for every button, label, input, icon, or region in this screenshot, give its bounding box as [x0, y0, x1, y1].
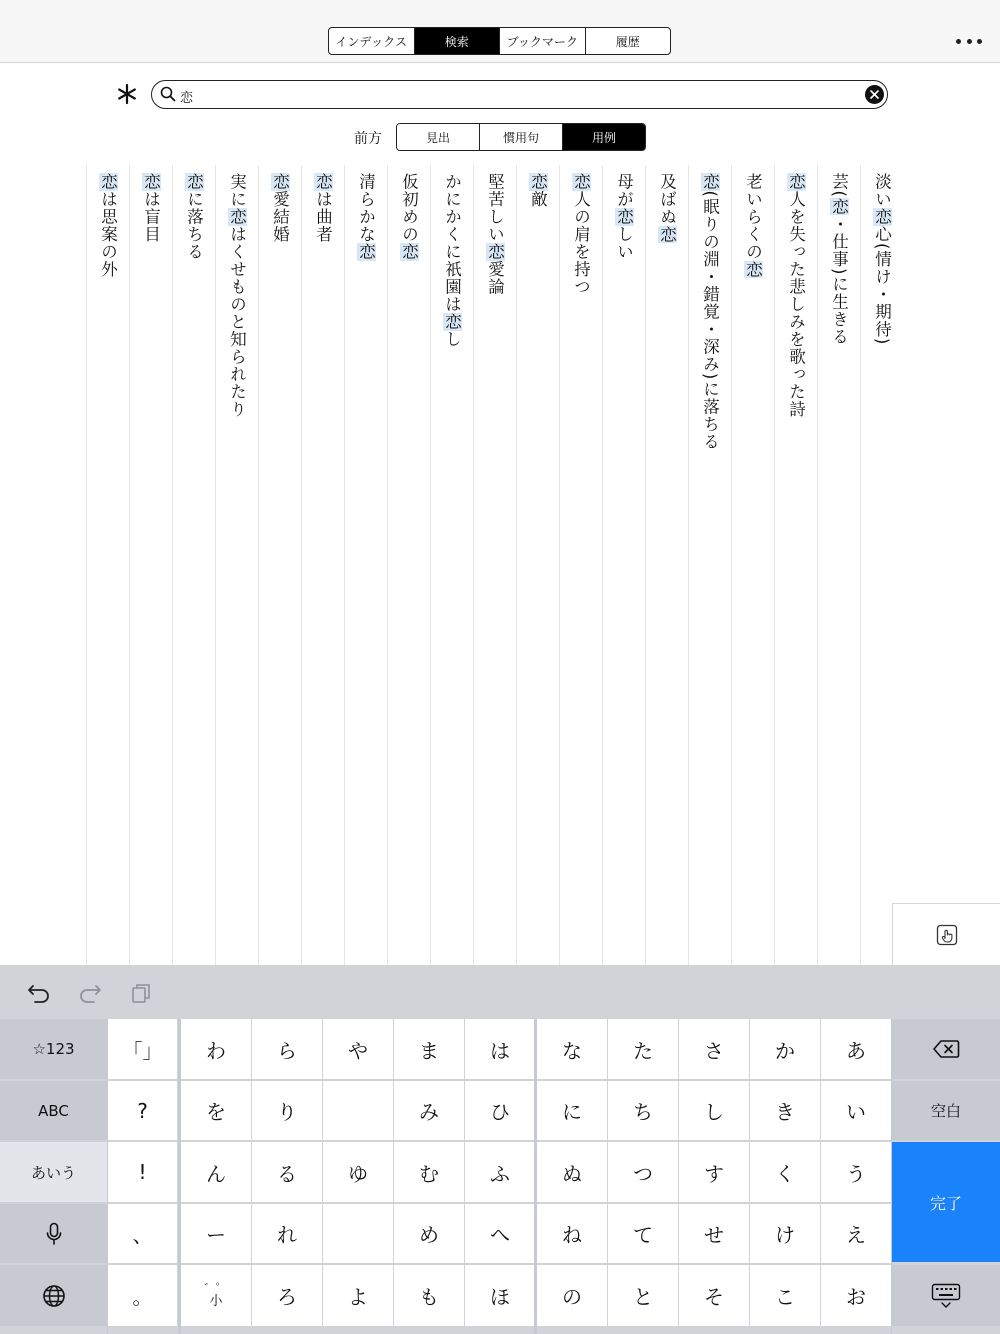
- kana-key[interactable]: る: [252, 1142, 322, 1202]
- kana-key[interactable]: な: [537, 1019, 607, 1079]
- kana-key[interactable]: ん: [181, 1142, 251, 1202]
- result-item[interactable]: [387, 165, 430, 965]
- result-text: [830, 173, 847, 345]
- result-text-segment: は盲目: [141, 190, 161, 243]
- kana-key[interactable]: の: [537, 1265, 607, 1326]
- highlighted-term: 恋: [614, 208, 634, 226]
- search-query[interactable]: 恋: [180, 91, 194, 106]
- kana-key[interactable]: あいう: [0, 1142, 107, 1202]
- kana-key[interactable]: せ: [679, 1204, 749, 1263]
- kana-key[interactable]: ね: [537, 1204, 607, 1263]
- redo-icon[interactable]: [78, 982, 102, 1004]
- highlighted-term: 恋: [98, 173, 118, 191]
- highlighted-term: 恋: [829, 197, 849, 216]
- result-item[interactable]: [516, 165, 559, 965]
- result-text-segment: 愛論: [485, 260, 505, 296]
- kana-key[interactable]: ひ: [465, 1081, 535, 1140]
- result-text-segment: 堅苦しい: [485, 173, 505, 243]
- kana-key[interactable]: ち: [608, 1081, 678, 1140]
- result-text-segment: し: [442, 330, 462, 348]
- result-text-segment: 及ばぬ: [657, 173, 677, 226]
- result-text-segment: に落ちる: [184, 190, 204, 261]
- result-text-segment: 人を失った悲しみを歌った詩: [786, 190, 806, 418]
- result-text-segment: しい: [614, 225, 634, 261]
- result-text: [99, 173, 116, 278]
- highlighted-term: 恋: [313, 173, 333, 191]
- kana-key[interactable]: つ: [608, 1142, 678, 1202]
- tab-index[interactable]: インデックス: [329, 28, 415, 54]
- kana-key[interactable]: も: [394, 1265, 464, 1326]
- mic-icon: [46, 1222, 62, 1246]
- kana-key[interactable]: に: [537, 1081, 607, 1140]
- empty-key: [323, 1081, 393, 1140]
- highlighted-term: 恋: [743, 260, 763, 278]
- key-divider: [178, 1019, 181, 1334]
- highlighted-term: 恋: [184, 173, 204, 191]
- kana-key[interactable]: た: [608, 1019, 678, 1079]
- dictation-key[interactable]: [0, 1204, 107, 1263]
- paste-icon[interactable]: [130, 982, 154, 1004]
- backspace-icon: [932, 1039, 960, 1059]
- result-text-segment: 実に: [227, 173, 247, 208]
- kana-key[interactable]: こ: [750, 1265, 820, 1326]
- kana-key[interactable]: よ: [323, 1265, 393, 1326]
- result-text: [529, 173, 546, 208]
- kana-key[interactable]: ら: [252, 1019, 322, 1079]
- main-tabs: [328, 27, 671, 55]
- kana-key[interactable]: ぬ: [537, 1142, 607, 1202]
- result-text: [486, 173, 503, 296]
- kana-key[interactable]: い: [821, 1081, 891, 1140]
- kana-key[interactable]: み: [394, 1081, 464, 1140]
- kana-key[interactable]: う: [821, 1142, 891, 1202]
- filter-example[interactable]: 用例: [563, 124, 645, 150]
- kana-key[interactable]: け: [750, 1204, 820, 1263]
- kana-key[interactable]: ゛゜ 小: [181, 1265, 251, 1326]
- tab-history[interactable]: 履歴: [615, 34, 640, 49]
- highlighted-term: 恋: [399, 243, 419, 261]
- filter-tabs: [396, 123, 646, 151]
- clear-search-icon[interactable]: [865, 85, 884, 104]
- key-divider: [534, 1019, 537, 1334]
- globe-icon: [42, 1284, 66, 1308]
- space-key[interactable]: 空白: [892, 1081, 1000, 1140]
- kana-key[interactable]: ふ: [465, 1142, 535, 1202]
- handwriting-toggle-button[interactable]: [892, 903, 1000, 965]
- result-item[interactable]: [688, 165, 731, 965]
- highlighted-term: 恋: [786, 173, 806, 191]
- result-item[interactable]: [258, 165, 301, 965]
- highlighted-term: 恋: [270, 173, 290, 191]
- result-item[interactable]: [645, 165, 688, 965]
- highlighted-term: 恋: [485, 243, 505, 261]
- result-item[interactable]: [559, 165, 602, 965]
- keyboard-dismiss-icon: [931, 1283, 961, 1309]
- done-key[interactable]: 完了: [892, 1142, 1000, 1262]
- result-text: [572, 173, 589, 296]
- result-text: [658, 173, 675, 243]
- result-item[interactable]: [344, 165, 387, 965]
- punctuation-key[interactable]: 。: [108, 1265, 177, 1326]
- result-item[interactable]: [602, 165, 645, 965]
- result-item[interactable]: [860, 165, 903, 965]
- result-item[interactable]: [817, 165, 860, 965]
- kana-key[interactable]: ほ: [465, 1265, 535, 1326]
- result-item[interactable]: [731, 165, 774, 965]
- result-text: [744, 173, 761, 278]
- highlighted-term: 恋: [657, 225, 677, 243]
- result-text-segment: かにかくに祇園は: [442, 173, 462, 313]
- filter-idiom[interactable]: 慣用句: [480, 124, 563, 150]
- result-text: [787, 173, 804, 418]
- kana-key[interactable]: ゆ: [323, 1142, 393, 1202]
- kana-key[interactable]: か: [750, 1019, 820, 1079]
- search-field[interactable]: [151, 80, 888, 109]
- result-text-segment: 芸(: [829, 173, 849, 198]
- result-text-segment: (眠りの淵・錯覚・深み)に落ちる: [700, 190, 720, 451]
- kana-key[interactable]: め: [394, 1204, 464, 1263]
- punctuation-key[interactable]: !: [108, 1142, 177, 1202]
- kana-key[interactable]: り: [252, 1081, 322, 1140]
- result-text-segment: 仮初めの: [399, 173, 419, 243]
- highlighted-term: 恋: [141, 173, 161, 191]
- result-item[interactable]: [473, 165, 516, 965]
- kana-key[interactable]: く: [750, 1142, 820, 1202]
- asterisk-icon[interactable]: [115, 82, 139, 106]
- kana-key[interactable]: を: [181, 1081, 251, 1140]
- result-text: [271, 173, 288, 243]
- keyboard-toolbar: [0, 965, 1000, 1019]
- empty-key: [323, 1204, 393, 1263]
- hide-keyboard-key[interactable]: [892, 1265, 1000, 1326]
- result-item[interactable]: [86, 165, 129, 965]
- kana-key[interactable]: へ: [465, 1204, 535, 1263]
- result-text: [314, 173, 331, 243]
- result-text: [873, 173, 890, 345]
- kana-key[interactable]: は: [465, 1019, 535, 1079]
- kana-key[interactable]: や: [323, 1019, 393, 1079]
- highlighted-term: 恋: [356, 243, 376, 261]
- result-text-segment: 人の肩を持つ: [571, 190, 591, 296]
- result-text-segment: ・仕事)に生きる: [829, 215, 849, 346]
- kana-key[interactable]: ろ: [252, 1265, 322, 1326]
- filter-headword[interactable]: 見出: [397, 124, 480, 150]
- highlighted-term: 恋: [872, 208, 892, 226]
- kana-key[interactable]: お: [821, 1265, 891, 1326]
- result-text-segment: 老いらくの: [743, 173, 763, 261]
- result-text-segment: 清らかな: [356, 173, 376, 243]
- result-item[interactable]: [301, 165, 344, 965]
- kana-key[interactable]: む: [394, 1142, 464, 1202]
- key-divider: [891, 1019, 892, 1334]
- key-divider: [107, 1019, 108, 1334]
- kana-key[interactable]: て: [608, 1204, 678, 1263]
- result-text: [185, 173, 202, 261]
- result-text-segment: 淡い: [872, 173, 892, 208]
- result-text: [142, 173, 159, 243]
- highlighted-term: 恋: [700, 173, 720, 191]
- numbers-key[interactable]: ☆123: [0, 1019, 107, 1079]
- result-text: [228, 173, 245, 418]
- punctuation-key[interactable]: 、: [108, 1204, 177, 1263]
- kana-key[interactable]: ま: [394, 1019, 464, 1079]
- result-text: [615, 173, 632, 261]
- result-text: [701, 173, 718, 450]
- result-item[interactable]: [129, 165, 172, 965]
- result-text: [443, 173, 460, 348]
- highlighted-term: 恋: [528, 173, 548, 191]
- undo-icon[interactable]: [27, 982, 51, 1004]
- match-mode-label[interactable]: 前方: [354, 131, 382, 147]
- kana-key[interactable]: れ: [252, 1204, 322, 1263]
- kana-key[interactable]: そ: [679, 1265, 749, 1326]
- result-text-segment: 心(情け・期待): [872, 225, 892, 346]
- kana-key[interactable]: え: [821, 1204, 891, 1263]
- result-item[interactable]: [430, 165, 473, 965]
- punctuation-key[interactable]: 「」: [108, 1019, 177, 1079]
- more-options-icon[interactable]: [956, 38, 982, 44]
- highlighted-term: 恋: [227, 208, 247, 226]
- top-bar: [0, 0, 1000, 63]
- punctuation-key[interactable]: ?: [108, 1081, 177, 1140]
- globe-key[interactable]: [0, 1265, 107, 1326]
- search-icon: [160, 86, 176, 102]
- result-text-segment: は思案の外: [98, 190, 118, 278]
- kana-key[interactable]: き: [750, 1081, 820, 1140]
- backspace-key[interactable]: [892, 1019, 1000, 1079]
- kana-key[interactable]: あ: [821, 1019, 891, 1079]
- kana-key[interactable]: と: [608, 1265, 678, 1326]
- result-item[interactable]: [172, 165, 215, 965]
- result-text-segment: 愛結婚: [270, 190, 290, 243]
- highlighted-term: 恋: [442, 313, 462, 331]
- result-text-segment: はくせものと知られたり: [227, 225, 247, 418]
- result-text-segment: 母が: [614, 173, 634, 208]
- tab-search[interactable]: 検索: [415, 28, 501, 54]
- kana-key[interactable]: ー: [181, 1204, 251, 1263]
- results-list: [86, 165, 903, 965]
- result-text: [400, 173, 417, 261]
- japanese-keyboard: [0, 965, 1000, 1334]
- result-item[interactable]: [774, 165, 817, 965]
- kana-key[interactable]: す: [679, 1142, 749, 1202]
- result-text: [357, 173, 374, 261]
- kana-key[interactable]: し: [679, 1081, 749, 1140]
- result-item[interactable]: [215, 165, 258, 965]
- kana-key[interactable]: わ: [181, 1019, 251, 1079]
- tab-bookmark[interactable]: ブックマーク: [500, 28, 586, 54]
- highlighted-term: 恋: [571, 173, 591, 191]
- hand-pointer-icon: [936, 924, 958, 946]
- abc-key[interactable]: ABC: [0, 1081, 107, 1140]
- kana-key[interactable]: さ: [679, 1019, 749, 1079]
- result-text-segment: 敵: [528, 190, 548, 208]
- result-text-segment: は曲者: [313, 190, 333, 243]
